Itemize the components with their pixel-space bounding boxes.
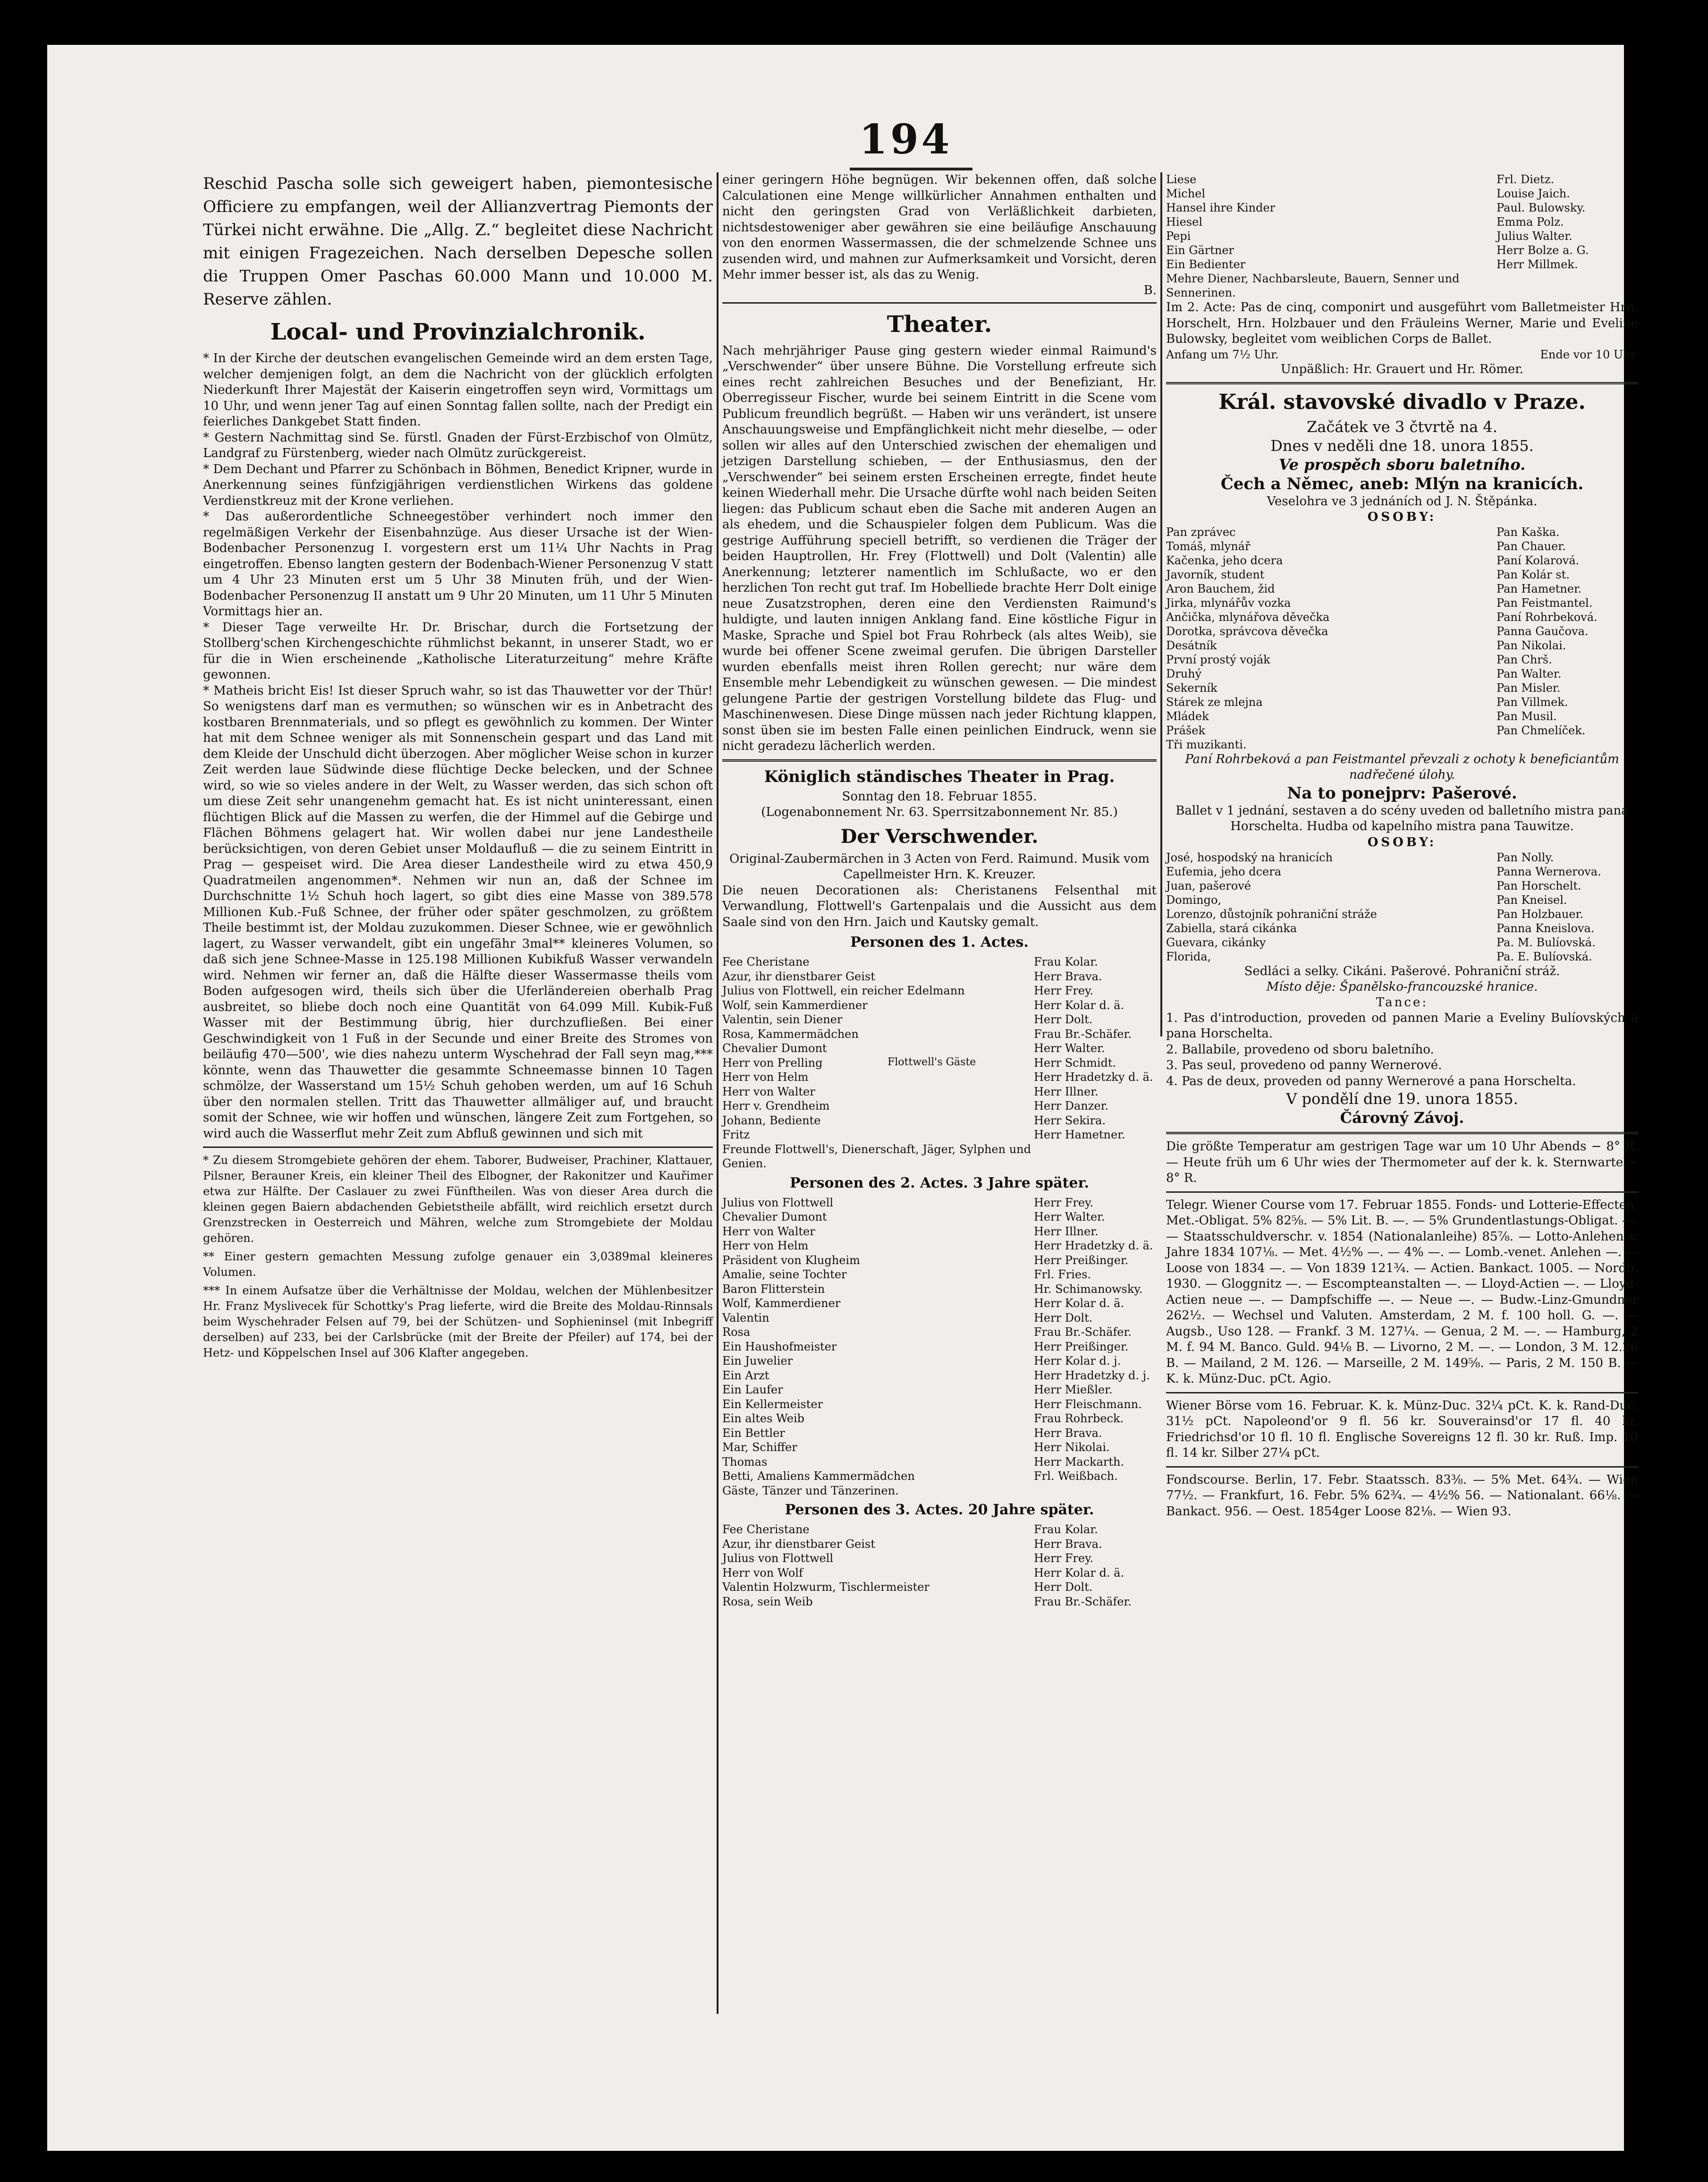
actor-name: Herr Illner. [1034, 1224, 1099, 1238]
actor-name: Pan Nikolai. [1497, 638, 1566, 652]
actor-name: Herr Schmidt. [1034, 1056, 1116, 1070]
cast-row [722, 1426, 1157, 1441]
cast-row [722, 1455, 1157, 1469]
actor-name: Frl. Dietz. [1497, 173, 1555, 186]
cast-row [722, 1196, 1157, 1210]
cast-row [722, 1041, 1157, 1056]
role-name: Herr von Helm [722, 1070, 809, 1084]
cast-row [722, 1354, 1157, 1368]
actor-name: Louise Jaich. [1497, 187, 1570, 200]
czech-benefit: Ve prospěch sboru baletního. [1278, 455, 1526, 474]
actor-name: Pan Holzbauer. [1497, 907, 1583, 921]
cast-row [1166, 596, 1638, 610]
cast-row [1166, 525, 1638, 539]
cast-row [722, 1027, 1157, 1042]
page-number: 194 [859, 116, 953, 163]
cast-row [1166, 681, 1638, 695]
cast-row [722, 1368, 1157, 1383]
cast-row [722, 1282, 1157, 1297]
actor-name: Herr Dolt. [1034, 1311, 1093, 1324]
cast-row [1166, 610, 1638, 624]
news-paragraph: * Dem Dechant und Pfarrer zu Schönbach in Böhmen, Benedict Kripner, wurde in Anerkennung seines fünfzigjährigen verdienstlichen Wirkens das goldene Verdienstkreuz mit der Krone verliehen. [203, 462, 713, 508]
cast-row [722, 1085, 1157, 1099]
scene-location: Místo děje: Španělsko-francouzské hranice. [1266, 979, 1538, 994]
actor-name: Panna Kneislova. [1497, 921, 1595, 935]
cast-row [1166, 243, 1638, 257]
actor-name: Frau Rohrbeck. [1034, 1412, 1124, 1425]
cast-row [722, 1311, 1157, 1325]
role-name: Valentin [722, 1311, 769, 1324]
theater-review: Nach mehrjähriger Pause ging gestern wieder einmal Raimund's „Verschwender“ über unsere Bühne. Die Vorstellung erfreute sich eines recht zahlreichen Besuches und der Benefiziant, Hr. Oberregisseur Fischer, wurde bei seinem Eintritt in die Scene vom Publicum freundlich begrüßt. — Haben wir uns verändert, ist unsere Anschauungsweise und Empfänglichkeit nicht mehr dieselbe, — oder sollen wir alles auf den Unterschied zwischen der ehemaligen und jetzigen Darstellung schieben, — der Enthusiasmus, den der „Verschwender“ bei seinem ersten Erscheinen erregte, findet heute keinen Wiederhall mehr. Die Ursache dürfte wohl nach beiden Seiten liegen: das Publicum schaut eben die Sache mit anderen Augen an als ehedem, und die Schauspieler folgen dem Publicum. Was die gestrige Aufführung speciell betrifft, so verdienen die Träger der beiden Hauptrollen, Hr. Frey (Flottwell) und Dolt (Valentin) alle Anerkennung; letzterer namentlich im Schlußacte, wo er den herzlichen Ton recht gut traf. Im Hobelliede brachte Herr Dolt einige neue Zusatzstrophen, deren eine den Verdiensten Raimund's huldigte, und lauten innigen Anklang fand. Eine köstliche Figur in Maske, Sprache und Spiel bot Frau Rohrbeck (als altes Weib), sie wurde bei offener Scene zweimal gerufen. Die übrigen Darsteller wurden ebenfalls meist ihren Rollen gerecht; nur wäre dem Ensemble mehr Lebendigkeit zu wünschen gewesen. — Die mindest gelungene Partie der gestrigen Vorstellung bildete das Flug- und Maschinenwesen. Diese Dinge müssen nach jeder Richtung klappen, sonst üben sie im besten Falle einen peinlichen Eindruck, wenn sie nicht geradezu lächerlich werden. [722, 343, 1157, 753]
actor-name: Herr Kolar d. ä. [1034, 1566, 1125, 1579]
role-name: Tomáš, mlynář [1166, 539, 1251, 553]
dance-item: 3. Pas seul, provedeno od panny Wernerové. [1166, 1058, 1442, 1072]
role-name: Kačenka, jeho dcera [1166, 553, 1283, 567]
actor-name: Herr Illner. [1034, 1085, 1099, 1098]
temperature-report: Die größte Temperatur am gestrigen Tage war um 10 Uhr Abends − 8° R. — Heute früh um 6 Uhr wies der Thermometer auf der k. k. Sternwarte − 8° R. [1166, 1139, 1638, 1185]
actor-name: Pan Kolár st. [1497, 568, 1570, 581]
role-name: Ein Arzt [722, 1368, 769, 1382]
header-rule [850, 168, 972, 170]
cast-row [722, 1537, 1157, 1552]
role-name: Ein Bettler [722, 1426, 785, 1440]
role-name: Präsident von Klugheim [722, 1253, 860, 1267]
role-name: Gäste, Tänzer und Tänzerinen. [722, 1484, 899, 1497]
act-heading: Personen des 3. Actes. 20 Jahre später. [785, 1502, 1094, 1518]
actor-name [1497, 272, 1638, 300]
role-name: Ein Gärtner [1166, 244, 1234, 257]
persons-heading: OSOBY: [1367, 835, 1437, 849]
guests-bracket-label: Flottwell's Gäste [888, 1056, 976, 1068]
cast-row [722, 1551, 1157, 1566]
actor-name: Frau Kolar. [1034, 955, 1098, 968]
cast-row [1166, 921, 1638, 935]
role-name: Ein Haushofmeister [722, 1340, 837, 1353]
section-rule [1166, 382, 1638, 384]
cast-row [1166, 865, 1638, 879]
footnote: * Zu diesem Stromgebiete gehören der ehem. Taborer, Budweiser, Prachiner, Klattauer, Pilsner, Berauner Kreis, ein kleiner Theil des Elbogner, der Rakonitzer und Kauřimer etwa zur Hälfte. Der Caslauer zu zwei Fünftheilen. Was von dieser Area durch die kleinen gegen Baiern abdachenden Gebietstheile abfällt, wird reichlich ersetzt durch Grenzstrecken in Oesterreich und Mähren, welche zum Stromgebiete der Moldau gehören. [203, 1154, 713, 1245]
actor-name: Herr Sekira. [1034, 1113, 1106, 1127]
actor-name: Herr Millmek. [1497, 258, 1578, 271]
cast-row [722, 1484, 1157, 1498]
role-name: Liese [1166, 173, 1197, 186]
cast-row [722, 1397, 1157, 1412]
cast-row [1166, 695, 1638, 709]
cast-row [722, 1340, 1157, 1354]
czech-genre: Veselohra ve 3 jednáních od J. N. Štěpánka. [1267, 494, 1538, 509]
actor-name: Pan Nolly. [1497, 850, 1554, 864]
article-continuation: einer geringern Höhe begnügen. Wir bekennen offen, daß solche Calculationen eine Menge willkürlicher Annahmen enthalten und nicht den geringsten Grad von Verläßlichkeit darbieten, nichtsdestoweniger aber gewähren sie eine beiläufige Anschauung von den enormen Wassermassen, die der schmelzende Schnee uns zusenden wird, und mahnen zur Aufmerksamkeit und Vorsicht, deren Mehr immer besser ist, als das zu Wenig. [722, 173, 1157, 282]
section-rule [1166, 1466, 1638, 1468]
cast-row [722, 1469, 1157, 1484]
actor-name: Pan Kaška. [1497, 525, 1560, 539]
cast-row [722, 1253, 1157, 1268]
role-name: Florida, [1166, 950, 1211, 963]
role-name: Wolf, sein Kammerdiener [722, 998, 868, 1012]
role-name: Rosa [722, 1325, 751, 1339]
role-name: Javorník, student [1166, 568, 1265, 581]
column-3 [1166, 172, 1638, 1520]
act-heading: Personen des 2. Actes. 3 Jahre später. [790, 1174, 1089, 1191]
dances-list [1166, 1010, 1638, 1090]
role-name: Valentin Holzwurm, Tischlermeister [722, 1580, 930, 1594]
dances-heading: Tance: [1376, 995, 1429, 1010]
berlin-fondscourse: Fondscourse. Berlin, 17. Febr. Staatssch. 83⅜. — 5% Met. 64¾. — Wien 77½. — Frankfurt, 16. Febr. 5% 62¾. — 4½% 56. — Nationalant. 66⅛. — Bankact. 956. — Oest. 1854ger Loose 82⅛. — Wien 93. [1166, 1472, 1638, 1519]
actor-name: Herr Frey. [1034, 1552, 1094, 1565]
play-decorations: Die neuen Decorationen als: Cheristanens Felsenthal mit Verwandlung, Flottwell's Gartenpalais und die Aussicht aus dem Saale sind von den Hrn. Jaich und Kautsky gemalt. [722, 883, 1157, 929]
actor-name: Panna Gaučova. [1497, 624, 1589, 638]
section-rule [722, 759, 1157, 762]
cast-row [1166, 539, 1638, 553]
czech-theater-title: Král. stavovské divadlo v Praze. [1218, 390, 1586, 414]
footnote: *** In einem Aufsatze über die Verhältnisse der Moldau, welchen der Mühlenbesitzer Hr. Franz Myslivecek für Schottky's Prag lieferte, wird die Breite des Moldau-Rinnsals beim Wyschehrader Felsen auf 79, bei der Schützen- und Sophieninsel (mit Inbegriff derselben) auf 233, bei der Carlsbrücke (mit der Breite der Pfeiler) auf 174, bei der Hetz- und Köppelschen Insel auf 306 Klafter angegeben. [203, 1284, 713, 1359]
actor-name: Herr Mackarth. [1034, 1455, 1125, 1469]
role-name: Jirka, mlynářův vozka [1166, 596, 1291, 610]
role-name: Fritz [722, 1128, 750, 1141]
cast-row [722, 998, 1157, 1013]
actor-name: Herr Preißinger. [1034, 1340, 1129, 1353]
dance-item: 1. Pas d'introduction, proveden od pannen Marie a Eveliny Bulíovských a pana Horschelta. [1166, 1010, 1638, 1041]
role-name: Azur, ihr dienstbarer Geist [722, 1537, 875, 1551]
actor-name: Pan Misler. [1497, 681, 1561, 695]
ballet-description: Ballet v 1 jednání, sestaven a do scény uveden od balletního mistra pana Horschelta. Hudba od kapelního mistra pana Tauwitze. [1175, 803, 1629, 833]
playbill-title: Königlich ständisches Theater in Prag. [764, 767, 1115, 786]
role-name: Ein Laufer [722, 1383, 783, 1396]
dance-item: 2. Ballabile, provedeno od sboru baletního. [1166, 1042, 1434, 1057]
czech-note: Paní Rohrbeková a pan Feistmantel převzali z ochoty k beneficiantům nadřečené úlohy. [1185, 752, 1619, 782]
ballet-note: Im 2. Acte: Pas de cinq, componirt und ausgeführt vom Balletmeister Hrn. Horschelt, Hrn. Holzbauer und den Fräuleins Werner, Marie und Eveline Bulowsky, begleitet vom weiblichen Corps de Ballet. [1166, 300, 1638, 346]
ballet-title: Na to ponejprv: Pašerové. [1287, 783, 1517, 803]
cast-row [1166, 879, 1638, 893]
actor-name: Herr Bolze a. G. [1497, 244, 1589, 257]
actor-name: Herr Hametner. [1034, 1128, 1125, 1141]
cast-row [1166, 624, 1638, 638]
role-name: Hansel ihre Kinder [1166, 201, 1276, 214]
cast-row [1166, 582, 1638, 596]
playbill-date: Sonntag den 18. Februar 1855. [842, 789, 1037, 804]
cast-row [722, 1411, 1157, 1426]
actor-name: Herr Kolar d. ä. [1034, 1297, 1125, 1310]
actor-name: Herr Brava. [1034, 969, 1102, 983]
cast-row [722, 969, 1157, 984]
cast-row [722, 1128, 1157, 1142]
actor-name: Frl. Fries. [1034, 1268, 1091, 1281]
role-name: Fee Cheristane [722, 955, 810, 968]
cast-row [1166, 553, 1638, 568]
role-name: Zabiella, stará cikánka [1166, 921, 1297, 935]
column-divider [717, 172, 719, 2014]
cast-row [722, 984, 1157, 998]
section-rule [1166, 1392, 1638, 1393]
actor-name: Pan Kneisel. [1497, 893, 1567, 907]
actor-name: Pan Chrš. [1497, 653, 1552, 666]
role-name: Herr von Walter [722, 1224, 815, 1238]
actor-name: Herr Fleischmann. [1034, 1397, 1142, 1411]
role-name: Julius von Flottwell [722, 1552, 834, 1565]
article-intro: Reschid Pascha solle sich geweigert haben, piemontesische Officiere zu empfangen, weil der Allianzvertrag Piemonts der Türkei nicht erwähne. Die „Allg. Z.“ begleitet diese Nachricht mit einigen Fragezeichen. Nach derselben Depesche sollen die Truppen Omer Paschas 60.000 Mann und 10.000 M. Reserve zählen. [203, 174, 713, 309]
actor-name: Pan Musil. [1497, 709, 1557, 723]
vienna-boerse: Wiener Börse vom 16. Februar. K. k. Münz-Duc. 32¼ pCt. K. k. Rand-Duc. 31½ pCt. Napoleond'or 9 fl. 56 kr. Souverainsd'or 17 fl. 40 kr. Friedrichsd'or 10 fl. 10 fl. Englische Sovereigns 12 fl. 30 kr. Ruß. Imp. 10 fl. 14 kr. Silber 27¼ pCt. [1166, 1398, 1638, 1460]
actor-name: Herr Hradetzky d. j. [1034, 1368, 1150, 1382]
news-paragraph: * Gestern Nachmittag sind Se. fürstl. Gnaden der Fürst-Erzbischof von Olmütz, Landgraf zu Fürstenberg, wieder nach Olmütz zurückgereist. [203, 430, 713, 460]
actor-name: Pan Chmelíček. [1497, 723, 1586, 737]
actor-name: Pan Hametner. [1497, 582, 1582, 595]
role-name: Michel [1166, 187, 1206, 200]
actor-name: Frau Br.-Schäfer. [1034, 1325, 1132, 1339]
news-paragraph: * Das außerordentliche Schneegestöber verhindert noch immer den regelmäßigen Verkehr der Eisenbahnzüge. Aus dieser Ursache ist der Wien-Bodenbacher Personenzug I. vorgestern erst um 11¼ Uhr Nachts in Prag eingetroffen. Ebenso langten gestern der Bodenbach-Wiener Personenzug V statt um 4 Uhr 23 Minuten erst um 5 Uhr 38 Minuten früh, und der Wien-Bodenbacher Personenzug II anstatt um 9 Uhr 20 Minuten, um 11 Uhr 5 Minuten Vormittags hier an. [203, 509, 713, 619]
cast-row [1166, 935, 1638, 950]
actor-name: Hr. Schimanowsky. [1034, 1282, 1143, 1296]
cast-list [722, 955, 1157, 1171]
role-name: Dorotka, správcova děvečka [1166, 624, 1328, 638]
play-title: Der Verschwender. [840, 825, 1039, 848]
actor-name: Frau Br.-Schäfer. [1034, 1027, 1132, 1041]
cast-row [1166, 950, 1638, 964]
role-name: Mehre Diener, Nachbarsleute, Bauern, Senner und Sennerinen. [1166, 272, 1460, 299]
actor-name: Pan Chauer. [1497, 539, 1566, 553]
persons-heading: OSOBY: [1367, 509, 1437, 524]
cast-row [1166, 723, 1638, 738]
cast-row [1166, 272, 1638, 300]
column-1 [203, 172, 713, 1361]
villagers-note: Sedláci a selky. Cikáni. Pašerové. Pohraniční stráž. [1244, 964, 1560, 978]
cast-list [1166, 172, 1638, 300]
play-subtitle: Original-Zaubermärchen in 3 Acten von Ferd. Raimund. Musik vom Capellmeister Hrn. K. Kreuzer. [729, 851, 1150, 882]
role-name: Wolf, Kammerdiener [722, 1297, 841, 1310]
role-name: Eufemia, jeho dcera [1166, 865, 1282, 878]
role-name: Herr v. Grendheim [722, 1099, 830, 1112]
cast-row [722, 1012, 1157, 1027]
role-name: Chevalier Dumont [722, 1210, 827, 1223]
role-name: Ein Juwelier [722, 1354, 793, 1367]
cast-row [722, 1440, 1157, 1455]
role-name: Ein altes Weib [722, 1412, 805, 1425]
actor-name: Panna Wernerova. [1497, 865, 1601, 878]
section-heading: Local- und Provinzialchronik. [270, 319, 646, 345]
cast-row [1166, 709, 1638, 723]
start-time: Anfang um 7½ Uhr. [1166, 348, 1279, 361]
actor-name [1034, 1142, 1157, 1171]
role-name: Domingo, [1166, 893, 1222, 907]
role-name: Lorenzo, důstojník pohraniční stráže [1166, 907, 1377, 921]
actor-name [1034, 1484, 1157, 1498]
cast-list [1166, 850, 1638, 964]
actor-name: Herr Walter. [1034, 1042, 1105, 1055]
next-performance-title: Čárovný Závoj. [1340, 1109, 1464, 1127]
cast-row [722, 1099, 1157, 1113]
role-name: Thomas [722, 1455, 768, 1469]
role-name: Pepi [1166, 229, 1191, 243]
section-rule [1166, 1132, 1638, 1134]
cast-row [1166, 850, 1638, 865]
czech-play-title: Čech a Němec, aneb: Mlýn na kranicích. [1220, 474, 1584, 493]
section-rule [722, 302, 1157, 304]
role-name: Herr von Helm [722, 1239, 809, 1252]
actor-name: Pan Villmek. [1497, 695, 1568, 709]
actor-name: Herr Mießler. [1034, 1383, 1113, 1396]
actor-name: Pan Walter. [1497, 667, 1562, 680]
news-paragraph: * In der Kirche der deutschen evangelischen Gemeinde wird an dem ersten Tage, welcher demjenigen folgt, an dem die Nachricht von der glücklich erfolgten Niederkunft Ihrer Majestät der Kaiserin eingetroffen seyn wird, Vormittags um 10 Uhr, und wenn jener Tag auf einen Sonntag fallen sollte, nach der Predigt ein feierliches Dankgebet Statt finden. [203, 351, 713, 429]
actor-name: Paul. Bulowsky. [1497, 201, 1586, 214]
role-name: Sekerník [1166, 681, 1218, 695]
actor-name: Herr Brava. [1034, 1426, 1102, 1440]
role-name: José, hospodský na hranicích [1166, 850, 1333, 864]
actor-name: Herr Preißinger. [1034, 1253, 1129, 1267]
actor-name: Herr Kolar d. j. [1034, 1354, 1121, 1367]
czech-start: Začátek ve 3 čtvrtě na 4. [1307, 417, 1497, 436]
column-divider [1160, 172, 1162, 1036]
role-name: Juan, pašerové [1166, 879, 1251, 892]
exchange-rates: Telegr. Wiener Course vom 17. Februar 1855. Fonds- und Lotterie-Effecten. Met.-Obligat. 5% 82⅝. — 5% Lit. B. —. — 5% Grundentlastungs-Obligat. —. — Staatsschuldverschr. v. 1854 (Nationalanleihe) 85⅞. — Lotto-Anlehen v. Jahre 1834 107⅛. — Met. 4½% —. — 4% —. — Lomb.-venet. Anlehen —. — Loose von 1834 —. — Von 1839 121¾. — Actien. Bankact. 1005. — Nordb. 1930. — Gloggnitz —. — Escompteanstalten —. — Lloyd-Actien —. — Lloyd-Actien neue —. — Dampfschiffe —. — Neue —. — Budw.-Linz-Gmundner 262½. — Wechsel und Valuten. Amsterdam, 2 M. f. 100 holl. G. —. — Augsb., Uso 128. — Frankf. 3 M. 127¼. — Genua, 2 M. —. — Hamburg, 2 M. f. 94 M. Banco. Guld. 94⅛ B. — Livorno, 2 M. —. — London, 3 M. 12.26 B. — Mailand, 2 M. 126. — Marseille, 2 M. 149⅝. — Paris, 2 M. 150 B. — K. k. Münz-Duc. pCt. Agio. [1166, 1197, 1638, 1386]
section-rule [1166, 1191, 1638, 1193]
cast-row [1166, 568, 1638, 582]
cast-row [722, 1522, 1157, 1537]
footnote-rule [203, 1146, 713, 1148]
act-heading: Personen des 1. Actes. [850, 934, 1029, 951]
cast-row [722, 1239, 1157, 1253]
cast-row [722, 1070, 1157, 1085]
cast-row [722, 1595, 1157, 1609]
role-name: Stárek ze mlejna [1166, 695, 1263, 709]
actor-name: Herr Kolar d. ä. [1034, 998, 1125, 1012]
news-paragraph: * Dieser Tage verweilte Hr. Dr. Brischar, durch die Fortsetzung der Stollberg'schen Kirchengeschichte rühmlichst bekannt, in unserer Stadt, wo er für die in Wien erscheinende „Katholische Literaturzeitung“ mehre Kräfte gewonnen. [203, 620, 713, 682]
actor-name: Herr Dolt. [1034, 1580, 1093, 1594]
newspaper-page [47, 45, 1638, 2151]
actor-name: Pa. E. Bulíovská. [1497, 950, 1592, 963]
role-name: Rosa, Kammermädchen [722, 1027, 859, 1041]
cast-row [722, 1267, 1157, 1282]
role-name: Guevara, cikánky [1166, 935, 1266, 949]
role-name: Baron Flitterstein [722, 1282, 825, 1296]
role-name: Herr von Wolf [722, 1566, 803, 1579]
cast-row [1166, 893, 1638, 907]
column-2 [722, 172, 1157, 1609]
news-paragraph: * Matheis bricht Eis! Ist dieser Spruch wahr, so ist das Thauwetter vor der Thür! So wenigstens darf man es vermuthen; so wünschen wir es in Anbetracht des kostbaren Brennmaterials, und so pflegt es gewöhnlich zu kommen. Der Winter hat mit dem Schnee weniger als mit Sonnenschein gespart und das Land mit dem Kleide der Unschuld dicht überzogen. Aber möglicher Weise schon in kurzer Zeit werden laue Südwinde diese flüchtige Decke belecken, und der Schnee wird, so wie so vieles andere in der Welt, zu Wasser werden, das sich schon oft um diese Zeit sehr unangenehm gemacht hat. Es ist nicht uninteressant, einen flüchtigen Blick auf die Massen zu werfen, die der Himmel auf die Gebirge und Flächen Böhmens gelagert hat. Wir wollen dabei nur jene Landestheile berücksichtigen, von deren Gebiet unser Moldaufluß — die zu seinem Eintritt in Prag — gespeiset wird. Die Area dieser Landestheile wird zu etwa 450,9 Quadratmeilen angenommen*. Nehmen wir nun an, daß der Schnee im Durchschnitte 1½ Schuh hoch lagert, so gibt dies eine Masse von 389.578 Millionen Kub.-Fuß Schnee, der früher oder später geschmolzen, zu größtem Theile bestimmt ist, der Moldau zuzukommen. Dieser Schnee, wie er gewöhnlich lagert, zu Wasser verwandelt, gibt ein ungefähr 3mal** kleineres Volumen, so daß sich jene Schnee-Masse in 125.198 Millionen Kubikfuß Wasser verwandeln wird. Nehmen wir ferner an, daß die Hälfte dieser Wassermasse theils vom Boden aufgesogen wird, theils sich über die Uferländereien oberhalb Prag ausbreitet, so bliebe doch noch eine Quantität von 64.099 Mill. Kubik-Fuß Wasser mit der Bestimmung übrig, hier durchzufließen. Bei einer Geschwindigkeit von 1 Fuß in der Secunde und einer Breite des Stromes von beiläufig 470—500', wie dies nahezu unterm Wyschehrad der Fall seyn mag,*** könnte, wenn das Thauwetter die gesammte Schneemasse binnen 10 Tagen schmölze, der Wasserstand um 15½ Schuh gehoben werden, um auf 16 Schuh über den normalen stellen. Tritt das Thauwetter allmäliger auf, und braucht somit der Schnee, wie wir hoffen und wünschen, längere Zeit zum Fortgehen, so wird auch die Wasserflut mehr Zeit zum Abfluß gewinnen und sich mit [203, 683, 713, 1141]
role-name: Pan zprávec [1166, 525, 1236, 539]
theater-heading: Theater. [887, 311, 992, 338]
actor-name: Herr Walter. [1034, 1210, 1105, 1223]
author-signature: B. [1143, 283, 1157, 297]
cast-row [1166, 638, 1638, 653]
actor-name: Emma Polz. [1497, 215, 1564, 229]
cast-row [1166, 172, 1638, 187]
role-name: Rosa, sein Weib [722, 1595, 813, 1608]
actor-name: Pan Horschelt. [1497, 879, 1581, 892]
actor-name: Pa. M. Bulíovská. [1497, 935, 1596, 949]
role-name: Ančička, mlynářova děvečka [1166, 610, 1330, 624]
role-name: Azur, ihr dienstbarer Geist [722, 969, 875, 983]
footnote: ** Einer gestern gemachten Messung zufolge genauer ein 3,0389mal kleineres Volumen. [203, 1250, 713, 1279]
dance-item: 4. Pas de deux, proveden od panny Wernerové a pana Horschelta. [1166, 1074, 1576, 1088]
cast-row [722, 1566, 1157, 1580]
role-name: Tři muzikanti. [1166, 738, 1247, 751]
role-name: Desátník [1166, 638, 1217, 652]
actor-name: Frl. Weißbach. [1034, 1469, 1118, 1483]
cast-row [722, 1383, 1157, 1397]
actor-name: Herr Dolt. [1034, 1013, 1093, 1026]
role-name: Aron Bauchem, žid [1166, 582, 1275, 595]
cast-list [722, 1522, 1157, 1609]
actor-name: Herr Hradetzky d. ä. [1034, 1239, 1153, 1252]
role-name: Mládek [1166, 709, 1209, 723]
cast-row [722, 1142, 1157, 1171]
cast-row [722, 1224, 1157, 1239]
role-name: Julius von Flottwell [722, 1196, 834, 1209]
role-name: Herr von Prelling [722, 1056, 823, 1070]
role-name: Betti, Amaliens Kammermädchen [722, 1469, 915, 1483]
cast-row [722, 1113, 1157, 1128]
actor-name: Herr Nikolai. [1034, 1441, 1110, 1454]
next-performance-date: V pondělí dne 19. unora 1855. [1286, 1090, 1518, 1108]
cast-row [1166, 907, 1638, 921]
playbill-abonnement: (Logenabonnement Nr. 63. Sperrsitzabonnement Nr. 85.) [761, 805, 1118, 819]
actor-name: Paní Rohrbeková. [1497, 610, 1598, 624]
role-name: Fee Cheristane [722, 1523, 810, 1536]
actor-name: Herr Danzer. [1034, 1099, 1109, 1112]
actor-name: Julius Walter. [1497, 229, 1573, 243]
role-name: Hiesel [1166, 215, 1203, 229]
cast-row [722, 1325, 1157, 1340]
actor-name: Herr Frey. [1034, 984, 1094, 997]
role-name: Julius von Flottwell, ein reicher Edelmann [722, 984, 965, 997]
end-time: Ende vor 10 Uhr. [1540, 348, 1638, 361]
cast-row [1166, 257, 1638, 272]
role-name: Ein Bedienter [1166, 258, 1246, 271]
cast-row [1166, 215, 1638, 229]
cast-list [1166, 525, 1638, 752]
actor-name: Herr Frey. [1034, 1196, 1094, 1209]
actor-name: Herr Brava. [1034, 1537, 1102, 1551]
actor-name: Frau Kolar. [1034, 1523, 1098, 1536]
role-name: Johann, Bediente [722, 1113, 821, 1127]
cast-list [722, 1196, 1157, 1498]
czech-date: Dnes v neděli dne 18. unora 1855. [1270, 436, 1534, 455]
role-name: První prostý voják [1166, 653, 1270, 666]
role-name: Freunde Flottwell's, Dienerschaft, Jäger, Sylphen und Genien. [722, 1142, 1031, 1170]
actor-name: Frau Br.-Schäfer. [1034, 1595, 1132, 1608]
role-name: Druhý [1166, 667, 1202, 680]
role-name: Mar, Schiffer [722, 1441, 797, 1454]
role-name: Valentin, sein Diener [722, 1013, 843, 1026]
cast-row [1166, 667, 1638, 681]
role-name: Chevalier Dumont [722, 1042, 827, 1055]
actor-name: Pan Feistmantel. [1497, 596, 1593, 610]
cast-row [1166, 201, 1638, 215]
role-name: Herr von Walter [722, 1085, 815, 1098]
role-name: Prášek [1166, 723, 1205, 737]
cast-row [722, 1296, 1157, 1311]
role-name: Amalie, seine Tochter [722, 1268, 847, 1281]
cast-row [1166, 229, 1638, 243]
cast-row [722, 1580, 1157, 1595]
role-name: Ein Kellermeister [722, 1397, 823, 1411]
actor-name: Paní Kolarová. [1497, 553, 1580, 567]
performance-times [1166, 348, 1638, 362]
cast-row [1166, 653, 1638, 667]
cast-row [1166, 738, 1638, 752]
cast-row [722, 955, 1157, 969]
cast-row [1166, 187, 1638, 201]
actor-name: Herr Hradetzky d. ä. [1034, 1070, 1153, 1084]
actor-name [1497, 738, 1638, 752]
cast-row [722, 1210, 1157, 1224]
indisposed-note: Unpäßlich: Hr. Grauert und Hr. Römer. [1280, 362, 1524, 376]
